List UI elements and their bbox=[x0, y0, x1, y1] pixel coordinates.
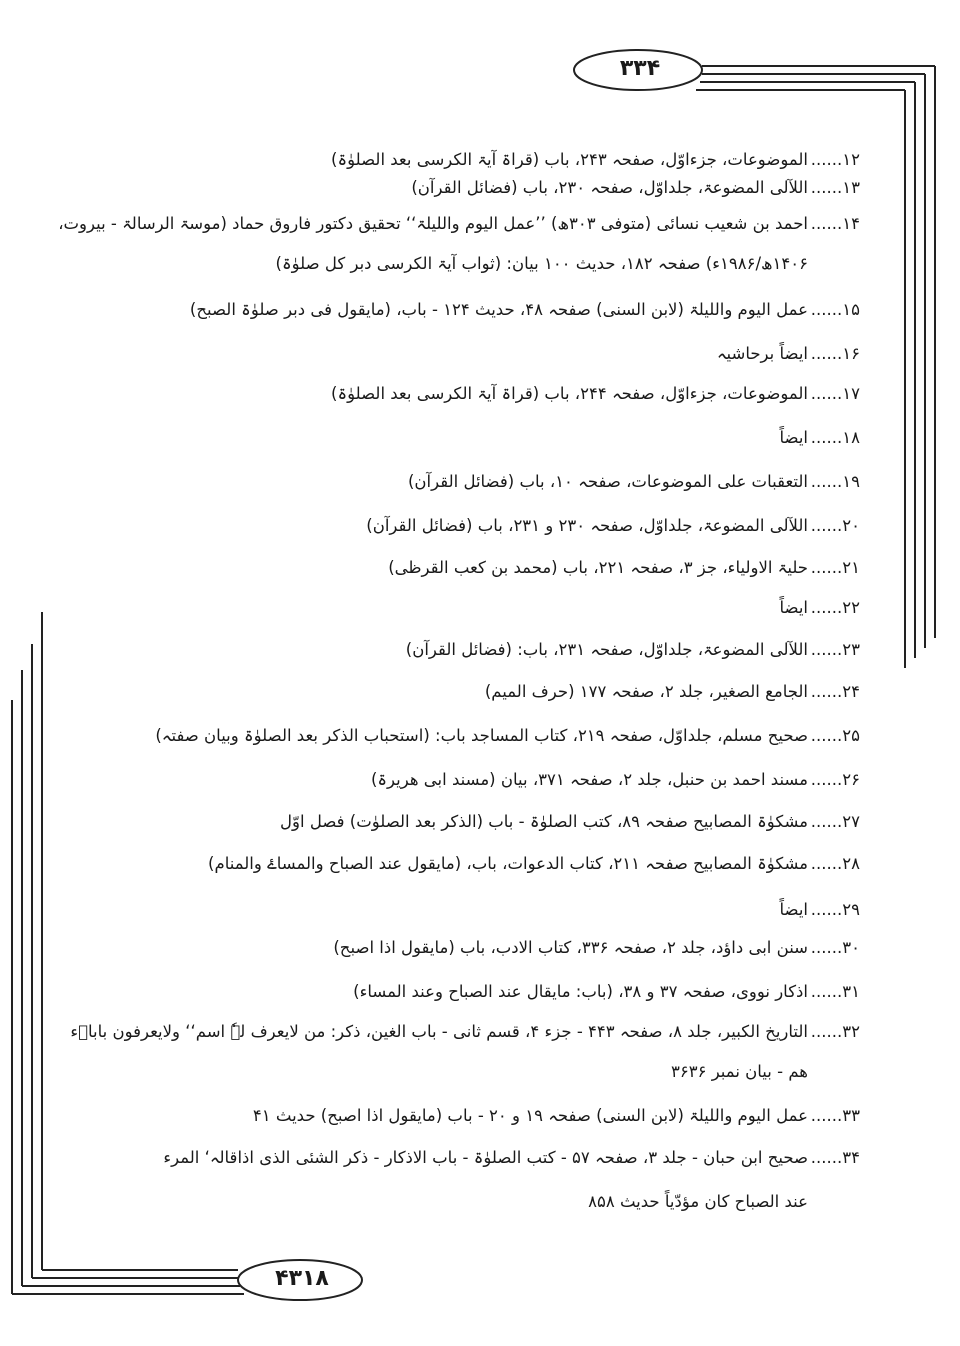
footnote-28: ۲۸......مشکوٰۃ المصابیح صفحہ ۲۱۱، کتاب الدعوات، باب، (مایقول عند الصباح والمساۓ والمنام) bbox=[208, 854, 860, 873]
footnote-34: ۳۴......صحیح ابن حبان - جلد ۳، صفحہ ۵۷ - کتب الصلوٰۃ - باب الاذکار - ذکر الشئی الذی اذاقالہ‘ المرء bbox=[163, 1148, 860, 1167]
footnote-26: ۲۶......مسند احمد بن حنبل، جلد ۲، صفحہ ۳۷۱، بیان (مسند ابی ھریرۃ) bbox=[370, 770, 860, 789]
footnote-16: ۱۶......ایضاً برحاشیہ bbox=[716, 344, 860, 363]
footnote-17: ۱۷......الموضوعات، جزءاوّل، صفحہ ۲۴۴، باب (قراۃ آیۃ الکرسی بعد الصلوٰۃ) bbox=[331, 384, 860, 403]
footnote-13: ۱۳......اللآلی المضوعۃ، جلداوّل، صفحہ ۲۳۰، باب (فضائل القرآن) bbox=[411, 178, 860, 197]
footnote-24: ۲۴......الجامع الصغیر، جلد ۲، صفحہ ۱۷۷ (حرف المیم) bbox=[484, 682, 860, 701]
footnote-14-continued: ۱۴۰۶ھ/۱۹۸۶ء) صفحہ ۱۸۲، حدیث ۱۰۰ بیان: (ثواب آیۃ الکرسی دبر کل صلوٰۃ) bbox=[275, 254, 808, 273]
footnote-23: ۲۳......اللآلی المضوعۃ، جلداوّل، صفحہ ۲۳۱، باب: (فضائل القرآن) bbox=[405, 640, 860, 659]
footnote-18: ۱۸......ایضاً bbox=[779, 428, 860, 447]
footnote-31: ۳۱......اذکار نووی، صفحہ ۳۷ و ۳۸، (باب: مایقال عند الصباح وعند المساء) bbox=[353, 982, 860, 1001]
footnote-22: ۲۲......ایضاً bbox=[779, 598, 860, 617]
footnote-15: ۱۵......عمل الیوم واللیلۃ (لابن السنی) صفحہ ۴۸، حدیث ۱۲۴ - باب، (مایقول فی دبر صلوٰۃ الصبح) bbox=[189, 300, 860, 319]
footnote-29: ۲۹......ایضاً bbox=[779, 900, 860, 919]
footnote-21: ۲۱......حلیۃ الاولیاء، جز ۳، صفحہ ۲۲۱، باب (محمد بن کعب القرظی) bbox=[388, 558, 860, 577]
footnote-25: ۲۵......صحیح مسلم، جلداوّل، صفحہ ۲۱۹، کتاب المساجد باب: (استحباب الذکر بعد الصلوٰۃ وبیان صفتہ) bbox=[155, 726, 860, 745]
footnote-14: ۱۴......احمد بن شعیب نسائی (متوفی ۳۰۳ھ) ’’عمل الیوم واللیلۃ‘‘ تحقیق دکتور فاروق حماد (موسۃ الرسالۃ - بیروت، bbox=[58, 214, 860, 233]
footnote-19: ۱۹......التعقبات علی الموضوعات، صفحہ ۱۰، باب (فضائل القرآن) bbox=[408, 472, 860, 491]
footnote-33: ۳۳......عمل الیوم واللیلۃ (لابن السنی) صفحہ ۱۹ و ۲۰ - باب (مایقول اذا اصبح) حدیث ۴۱ bbox=[252, 1106, 860, 1125]
bottom-page-number: ۴۳۱۸ bbox=[275, 1266, 329, 1291]
footnote-27: ۲۷......مشکوٰۃ المصابیح صفحہ ۸۹، کتب الصلوٰۃ - باب (الذکر بعد الصلوٰت) فصل اوّل bbox=[280, 812, 860, 831]
footnote-30: ۳۰......سنن ابی داؤد، جلد ۲، صفحہ ۳۳۶، کتاب الادب، باب (مایقول اذا اصبح) bbox=[333, 938, 860, 957]
footnote-32: ۳۲......التاریخ الکبیر، جلد ۸، صفحہ ۴۴۳ - جزء ۴، قسم ثانی - باب الغین، ذکر: من لایعرف لہٗ اسم‘‘ ولایعرفون باباۤء bbox=[70, 1022, 860, 1041]
footnote-20: ۲۰......اللآلی المضوعۃ، جلداوّل، صفحہ ۲۳۰ و ۲۳۱، باب (فضائل القرآن) bbox=[366, 516, 860, 535]
top-page-number: ۳۳۴ bbox=[619, 56, 661, 81]
footnote-34-continued: عند الصباح کان مؤدّیاً حدیث ۸۵۸ bbox=[588, 1192, 808, 1211]
footnote-12: ۱۲......الموضوعات، جزءاوّل، صفحہ ۲۴۳، باب (قراۃ آیۃ الکرسی بعد الصلوٰۃ) bbox=[331, 150, 860, 169]
footnote-32-continued: ھم - بیان نمبر ۳۶۳۶ bbox=[671, 1062, 808, 1081]
